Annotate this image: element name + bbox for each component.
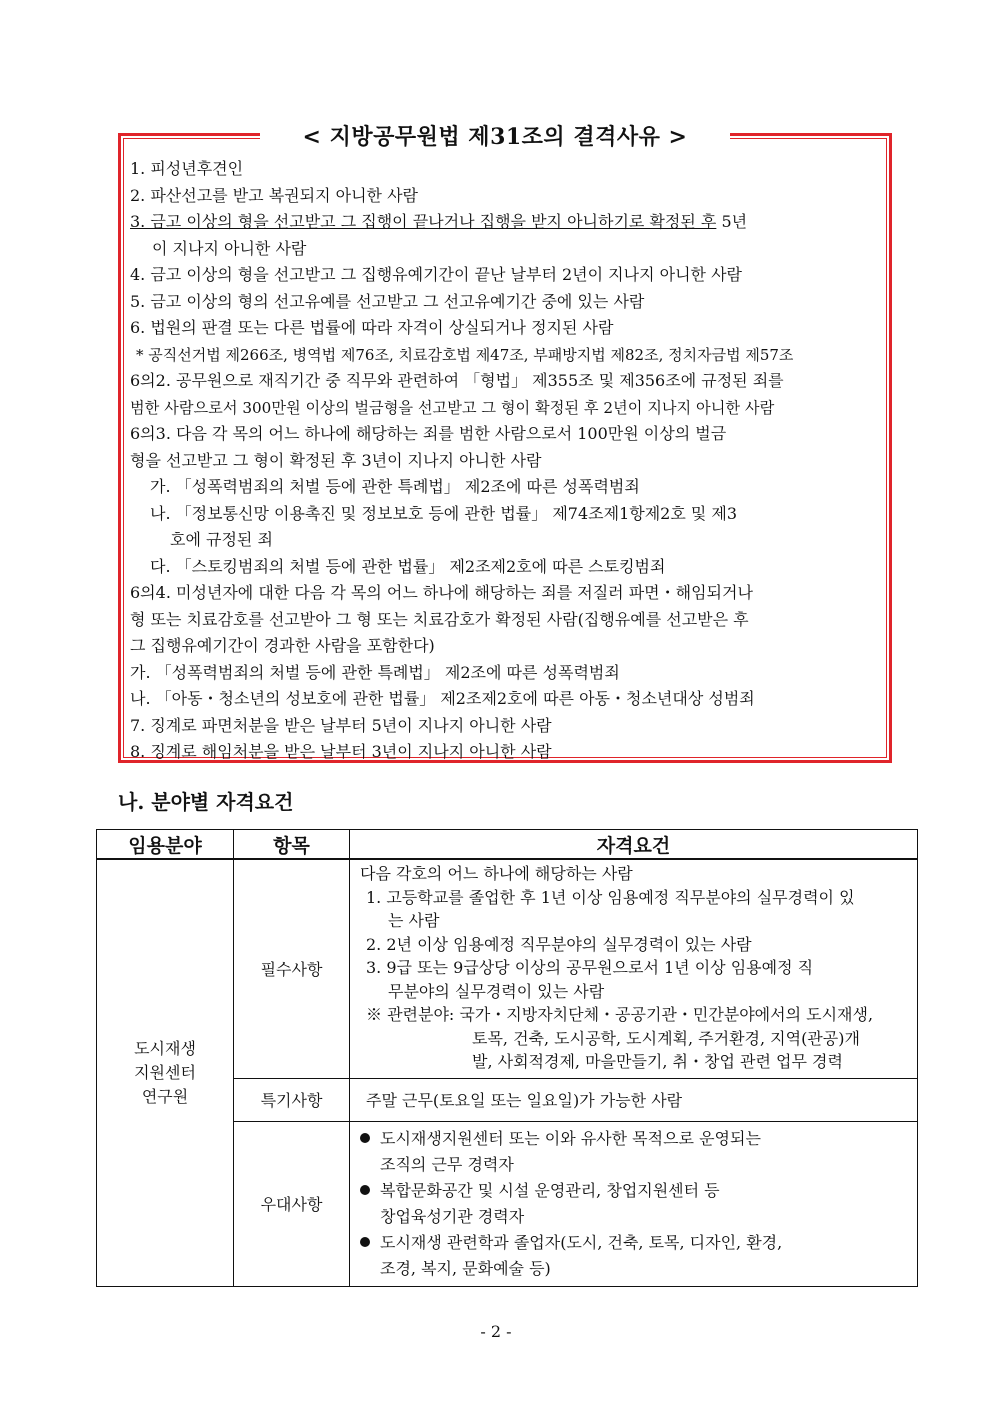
field-name-line: 지원센터 [134,1062,196,1082]
table-row [97,859,918,1078]
header-field: 임용분야 [97,830,234,860]
note-line: * 공직선거법 제266조, 병역법 제76조, 치료감호법 제47조, 부패방지법 제82조, 정치자금법 제57조 [136,345,794,364]
requirement-line: 토목, 건축, 도시공학, 도시계획, 주거환경, 지역(관공)개 [472,1028,860,1048]
required-label: 필수사항 [234,859,350,1078]
bullet-icon [360,1185,370,1195]
list-item: 4. 금고 이상의 형을 선고받고 그 집행유예기간이 끝난 날부터 2년이 지나지 아니한 사람 [130,265,742,284]
list-item: 1. 피성년후견인 [130,159,244,178]
header-item: 항목 [234,830,350,860]
sub-item: 가. 「성폭력범죄의 처벌 등에 관한 특례법」 제2조에 따른 성폭력범죄 [150,477,640,496]
list-item: 2. 파산선고를 받고 복권되지 아니한 사람 [130,185,418,205]
list-item-tail: 5년 [721,212,748,231]
list-item: 5. 금고 이상의 형의 선고유예를 선고받고 그 선고유예기간 중에 있는 사람 [130,291,645,311]
preferred-line: 조직의 근무 경력자 [380,1154,514,1174]
box-title: < 지방공무원법 제31조의 결격사유 > [260,120,730,154]
list-item: 7. 징계로 파면처분을 받은 날부터 5년이 지나지 아니한 사람 [130,715,552,735]
requirement-line: 1. 고등학교를 졸업한 후 1년 이상 임용예정 직무분야의 실무경력이 있 [366,887,855,907]
requirement-line: ※ 관련분야: 국가・지방자치단체・공공기관・민간분야에서의 도시재생, [366,1005,874,1024]
preferred-line: 창업육성기관 경력자 [380,1206,525,1226]
list-item: 6의2. 공무원으로 재직기간 중 직무와 관련하여 「형법」 제355조 및 제356조에 규정된 죄를 [130,371,784,390]
field-name-line: 도시재생 [134,1038,196,1058]
preferred-line [360,1178,909,1204]
field-name-line: 연구원 [141,1086,189,1106]
special-cell: 주말 근무(토요일 또는 일요일)가 가능한 사람 [350,1078,918,1121]
requirement-line: 다음 각호의 어느 하나에 해당하는 사람 [360,864,633,883]
sub-item: 가. 「성폭력범죄의 처벌 등에 관한 특례법」 제2조에 따른 성폭력범죄 [130,662,620,682]
header-requirement: 자격요건 [350,830,918,860]
sub-item: 나. 「정보통신망 이용촉진 및 정보보호 등에 관한 법률」 제74조제1항제2호 및 제3 [150,503,738,523]
requirement-line: 2. 2년 이상 임용예정 직무분야의 실무경력이 있는 사람 [366,934,752,954]
preferred-text: 도시재생 관련학과 졸업자(도시, 건축, 토목, 디자인, 환경, [380,1232,783,1252]
requirement-line: 3. 9급 또는 9급상당 이상의 공무원으로서 1년 이상 임용예정 직 [366,958,814,977]
list-item: 6의4. 미성년자에 대한 다음 각 목의 어느 하나에 해당하는 죄를 저질러 파면・해임되거나 [130,583,753,602]
preferred-text: 도시재생지원센터 또는 이와 유사한 목적으로 운영되는 [380,1128,761,1148]
preferred-label: 우대사항 [234,1121,350,1286]
preferred-line [360,1126,909,1152]
list-item: 8. 징계로 해임처분을 받은 날부터 3년이 지나지 아니한 사람 [130,742,552,761]
special-label: 특기사항 [234,1078,350,1121]
requirement-line: 는 사람 [388,911,440,930]
list-item: 6. 법원의 판결 또는 다른 법률에 따라 자격이 상실되거나 정지된 사람 [130,318,614,337]
list-item-cont: 형을 선고받고 그 형이 확정된 후 3년이 지나지 아니한 사람 [130,450,542,470]
required-cell [350,859,918,1078]
list-item-cont: 형 또는 치료감호를 선고받아 그 형 또는 치료감호가 확정된 사람(집행유예를 선고받은 후 [130,609,749,629]
qualification-table [96,829,918,1287]
sub-item: 나. 「아동・청소년의 성보호에 관한 법률」 제2조제2호에 따른 아동・청소년대상 성범죄 [130,689,755,708]
disqualification-list [130,156,886,766]
list-item: 6의3. 다음 각 목의 어느 하나에 해당하는 죄를 범한 사람으로서 100만원 이상의 벌금 [130,424,727,443]
list-item-cont: 그 집행유예기간이 경과한 사람을 포함한다) [130,636,435,655]
list-item-cont: 이 지나지 아니한 사람 [152,238,307,258]
sub-item: 다. 「스토킹범죄의 처벌 등에 관한 법률」 제2조제2호에 따른 스토킹범죄 [150,556,666,576]
list-item [130,209,886,236]
section-title: 나. 분야별 자격요건 [118,790,294,814]
preferred-line [360,1230,909,1256]
preferred-line: 조경, 복지, 문화예술 등) [380,1258,551,1278]
bullet-icon [360,1237,370,1247]
bullet-icon [360,1133,370,1143]
underlined-text: 3. 금고 이상의 형을 선고받고 그 집행이 끝나거나 집행을 받지 아니하기로 확정된 후 [130,212,717,231]
table-header-row [97,830,918,860]
list-item-cont: 범한 사람으로서 300만원 이상의 벌금형을 선고받고 그 형이 확정된 후 2년이 지나지 아니한 사람 [130,398,775,417]
preferred-text: 복합문화공간 및 시설 운영관리, 창업지원센터 등 [380,1180,720,1200]
preferred-cell [350,1121,918,1286]
page-number: - 2 - [480,1322,512,1341]
sub-item-cont: 호에 규정된 죄 [170,530,273,549]
field-cell [97,859,234,1286]
requirement-line: 발, 사회적경제, 마을만들기, 취・창업 관련 업무 경력 [472,1052,843,1071]
requirement-line: 무분야의 실무경력이 있는 사람 [388,981,605,1001]
